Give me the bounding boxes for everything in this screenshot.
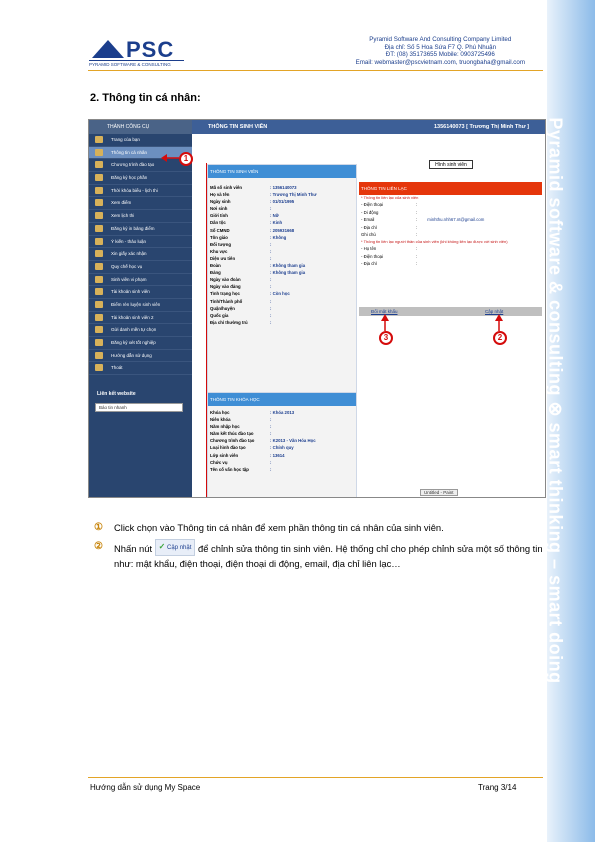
photo-box: Hình sinh viên — [429, 160, 473, 169]
info-row: Mã số sinh viên : 1356140073 — [210, 185, 297, 190]
info-row: - Điện thoại : — [361, 202, 418, 207]
info-row: Đoàn : Không tham gia — [210, 263, 306, 269]
info-row: - Điện thoại : — [361, 253, 418, 259]
info-row: Chương trình đào tạo : K2013 - Văn Hóa Học — [210, 438, 316, 444]
taskbar-item: Untitled - Paint — [420, 489, 458, 496]
section-title: 2. Thông tin cá nhân: — [90, 92, 201, 104]
marker-3: 3 — [379, 331, 393, 345]
embedded-screenshot — [88, 119, 546, 498]
topbar: THÔNG TIN SINH VIÊN 1356140073 [ Trương Thị Minh Thư ] — [192, 120, 545, 134]
sidebar-item[interactable]: Xem lịch thi — [89, 210, 192, 223]
info-row: Ngày vào đoàn : — [210, 277, 272, 283]
annotation-arrows — [89, 120, 546, 498]
info-row: Khóa học : Khóa 2013 — [210, 410, 295, 415]
info-row: Tình trạng học : Còn học — [210, 291, 290, 297]
sidebar-item[interactable]: Điểm rèn luyện sinh viên — [89, 299, 192, 312]
info-row: Ngày sinh : 01/01/1995 — [210, 199, 295, 205]
sidebar-item[interactable]: Đăng ký xét tốt nghiệp — [89, 337, 192, 350]
info-row: - Di động : — [361, 209, 418, 215]
change-password-button[interactable]: Đổi mật khẩu — [371, 309, 398, 314]
update-button[interactable]: Cập nhật — [485, 309, 504, 314]
info-row: Lớp sinh viên : 13614 — [210, 452, 285, 458]
links-select[interactable]: Báo tin nhanh — [95, 403, 183, 412]
psc-logo: PSC PYRAMID SOFTWARE & CONSULTING — [88, 36, 183, 70]
info-row: Nơi sinh : — [210, 206, 272, 212]
instruction-list — [90, 522, 545, 577]
sidebar-item[interactable]: Trang của bạn — [89, 134, 192, 147]
links-title: Liên kết website — [97, 391, 136, 398]
sidebar-item[interactable]: Xin giấy xác nhận — [89, 248, 192, 261]
check-icon: ✓ — [158, 542, 166, 551]
student-info-panel: THÔNG TIN SINH VIÊN Mã số sinh viên : 1356140073 Họ và tên : Trương Thị Minh Thư Ngày sinh : 01/01/1995 Nơi sinh : Giới tính : Nữ Dân tộc : Kinh Số CMND : 205931668 Tôn giáo : Không Đối tượng : Khu vực : Diện ưu tiên : Đoàn : Không tham gia Đảng : Không tham gia Ngày vào đoàn : Ngày vào đảng : Tình trạng học : Còn học Tỉnh/Thành phố : Quận/huyện : Quốc gia : Địa chỉ thường trú : — [207, 164, 357, 400]
arrow-1-head — [161, 154, 167, 162]
info-row: Tên cố vấn học tập : — [210, 466, 272, 472]
info-row: Ngày vào đảng : — [210, 284, 272, 290]
sidebar-item[interactable]: Tài khoản sinh viên — [89, 286, 192, 299]
sidebar-item[interactable]: Sinh viên vi phạm — [89, 274, 192, 287]
info-row: - Họ tên : — [361, 245, 418, 251]
info-row: Đối tượng : — [210, 241, 272, 247]
sidebar-title: THÀNH CÔNG CỤ — [89, 120, 192, 134]
footer-title: Hướng dẫn sử dụng My Space — [90, 783, 201, 792]
arrow-2-head — [495, 314, 503, 321]
info-row: Diện ưu tiên : — [210, 255, 272, 261]
sidebar-item[interactable]: Quy chế học vụ — [89, 261, 192, 274]
info-row: Tôn giáo : Không — [210, 234, 287, 240]
sidebar-item[interactable]: Thoát — [89, 362, 192, 375]
sidebar-item[interactable]: Đăng ký học phần — [89, 172, 192, 185]
sidebar-item[interactable]: Tài khoản sinh viên 2 — [89, 312, 192, 325]
header-divider — [88, 70, 543, 71]
info-row: Họ và tên : Trương Thị Minh Thư — [210, 192, 317, 198]
arrow-3-head — [381, 314, 389, 321]
info-row: Giới tính : Nữ — [210, 213, 279, 219]
info-row: Khu vực : — [210, 248, 272, 254]
pyramid-icon — [92, 40, 124, 58]
sidebar-item[interactable]: Chương trình đào tạo — [89, 159, 192, 172]
sidebar-item[interactable]: Hướng dẫn sử dụng — [89, 350, 192, 363]
footer-divider — [88, 777, 543, 778]
student-id: 1356140073 [ Trương Thị Minh Thư ] — [433, 124, 529, 130]
marker-1: 1 — [179, 152, 193, 166]
info-row: Quốc gia : — [210, 312, 272, 318]
side-slogan: Pyramid software & consulting ⊗ smart thinking – smart doing — [545, 117, 566, 684]
info-row: Năm kết thúc đào tạo : — [210, 431, 272, 437]
info-row: Dân tộc : Kinh — [210, 220, 283, 226]
info-row: Năm nhập học : — [210, 424, 272, 430]
sidebar-item[interactable]: Gửi danh mền tự chọn — [89, 324, 192, 337]
sidebar-item[interactable]: Xem điểm — [89, 197, 192, 210]
info-row: Ghi chú : — [361, 232, 418, 238]
info-row: Địa chỉ thường trú : — [210, 319, 272, 325]
course-info-panel: THÔNG TIN KHÓA HỌC Khóa học : Khóa 2013 Niên khóa : Năm nhập học : Năm kết thúc đào tạo : Chương trình đào tạo : K2013 - Văn Hóa Học Loại hình đào tạo : Chính quy Lớp sinh viên : 13614 Chức vụ : Tên cố vấn học tập : — [207, 392, 357, 498]
info-row: Chức vụ : — [210, 459, 272, 465]
info-row: - Email : minhthu.nhh67.nt@gmail.com — [361, 217, 485, 223]
update-button-inline: ✓ Cập nhật — [155, 539, 196, 556]
info-row: - Địa chỉ : — [361, 224, 418, 230]
info-row: Tỉnh/Thành phố : — [210, 298, 272, 304]
page-number: Trang 3/14 — [478, 783, 517, 792]
sidebar-item[interactable]: Đăng ký in bảng điểm — [89, 223, 192, 236]
info-row: Niên khóa : — [210, 417, 272, 423]
info-row: Số CMND : 205931668 — [210, 227, 295, 233]
info-row: Quận/huyện : — [210, 305, 272, 311]
instruction-item: ① Click chọn vào Thông tin cá nhân để xem phần thông tin cá nhân của sinh viên. — [94, 522, 444, 533]
info-row: - Địa chỉ : — [361, 261, 418, 267]
sidebar-item[interactable]: Thông tin cá nhân — [89, 147, 192, 160]
marker-2: 2 — [493, 331, 507, 345]
info-row: Đảng : Không tham gia — [210, 270, 306, 276]
sidebar-item[interactable]: Thời khóa biểu - lịch thi — [89, 185, 192, 198]
company-info: Pyramid Software And Consulting Company Limited Địa chỉ: Số 5 Hoa Sứa F7 Q. Phú Nhuận ĐT: (08) 35173655 Mobile: 0903725496 Email: webmaster@pscvietnam.com, truongbaha@gmail.com — [355, 36, 525, 66]
instruction-item: ② Nhấn nút ✓ Cập nhật để chỉnh sửa thông tin sinh viên. Hệ thống chỉ cho phép chỉnh sửa một số thông tin như: mật khẩu, điện thoại, điện thoại di động, email, địa chỉ liên lạc… — [94, 541, 543, 569]
info-row: Loại hình đào tạo : Chính quy — [210, 445, 294, 451]
sidebar-item[interactable]: Ý kiến - thảo luận — [89, 236, 192, 249]
side-band — [547, 0, 595, 842]
contact-panel: THÔNG TIN LIÊN LẠC * Thông tin liên lạc của sinh viên - Điện thoại : - Di động : - Email : minhthu.nhh67.nt@gmail.com - Địa chỉ : Ghi chú : * Thông tin liên lạc người thân của sinh viên (khi không liên lạc được với sinh viên) - Họ tên : - Điện thoại : - Địa chỉ : — [359, 182, 542, 318]
